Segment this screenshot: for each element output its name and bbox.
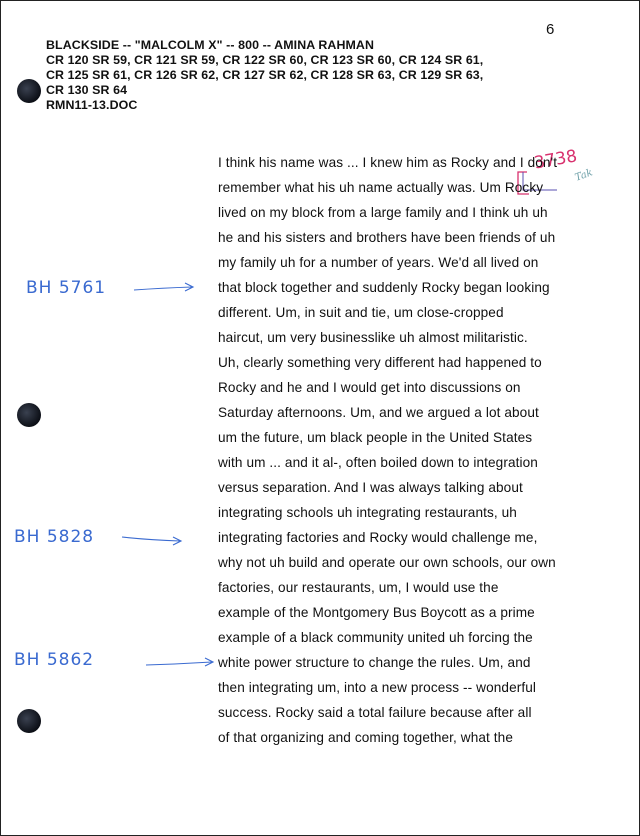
header-reel-line: CR 125 SR 61, CR 126 SR 62, CR 127 SR 62, CR 128 SR 63, CR 129 SR 63, [46,68,484,82]
transcript-line: example of a black community united uh forcing the [218,630,533,645]
transcript-line: that block together and suddenly Rocky began looking [218,280,550,295]
transcript-line: my family uh for a number of years. We'd all lived on [218,255,539,270]
transcript-line: Saturday afternoons. Um, and we argued a lot about [218,405,539,420]
arrow-icon [120,531,184,547]
transcript-line: integrating schools uh integrating restaurants, uh [218,505,517,520]
transcript-line: he and his sisters and brothers have been friends of uh [218,230,556,245]
transcript-line: example of the Montgomery Bus Boycott as a prime [218,605,535,620]
header-reel-line: CR 130 SR 64 [46,83,128,97]
binder-hole [17,709,41,733]
transcript-line: I think his name was ... I knew him as Rocky and I don't [218,155,558,170]
transcript-line: then integrating um, into a new process -- wonderful [218,680,537,695]
margin-note: BH 5862 [14,650,95,670]
transcript-line: why not uh build and operate our own schools, our own [218,555,556,570]
margin-note: BH 5828 [14,527,95,547]
transcript-line: um the future, um black people in the United States [218,430,533,445]
binder-hole [17,79,41,103]
transcript-line: lived on my block from a large family and I think uh uh [218,205,548,220]
transcript-line: Rocky and he and I would get into discussions on [218,380,521,395]
transcript-line: haircut, um very businesslike uh almost militaristic. [218,330,528,345]
arrow-icon [132,280,196,296]
transcript-line: white power structure to change the rules. Um, and [218,655,531,670]
transcript-line: integrating factories and Rocky would challenge me, [218,530,538,545]
transcript-line: remember what his uh name actually was. Um Rocky [218,180,544,195]
header-reel-line: CR 120 SR 59, CR 121 SR 59, CR 122 SR 60, CR 123 SR 60, CR 124 SR 61, [46,53,484,67]
transcript-line: with um ... and it al-, often boiled down to integration [218,455,538,470]
binder-hole [17,403,41,427]
document-header [46,38,483,113]
header-title: BLACKSIDE -- "MALCOLM X" -- 800 -- AMINA RAHMAN [46,38,375,52]
page-number: 6 [546,21,555,38]
handwritten-number: 3738 [532,146,579,174]
margin-note: BH 5761 [26,278,107,298]
transcript-line: different. Um, in suit and tie, um close-cropped [218,305,504,320]
transcript-line: versus separation. And I was always talking about [218,480,523,495]
transcript-line: of that organizing and coming together, what the [218,730,513,745]
transcript-body [218,150,578,750]
transcript-line: factories, our restaurants, um, I would use the [218,580,499,595]
transcript-line: Uh, clearly something very different had happened to [218,355,542,370]
handwritten-initials: Tak [573,167,595,184]
arrow-icon [144,655,216,671]
header-filename: RMN11-13.DOC [46,98,138,112]
transcript-line: success. Rocky said a total failure because after all [218,705,532,720]
